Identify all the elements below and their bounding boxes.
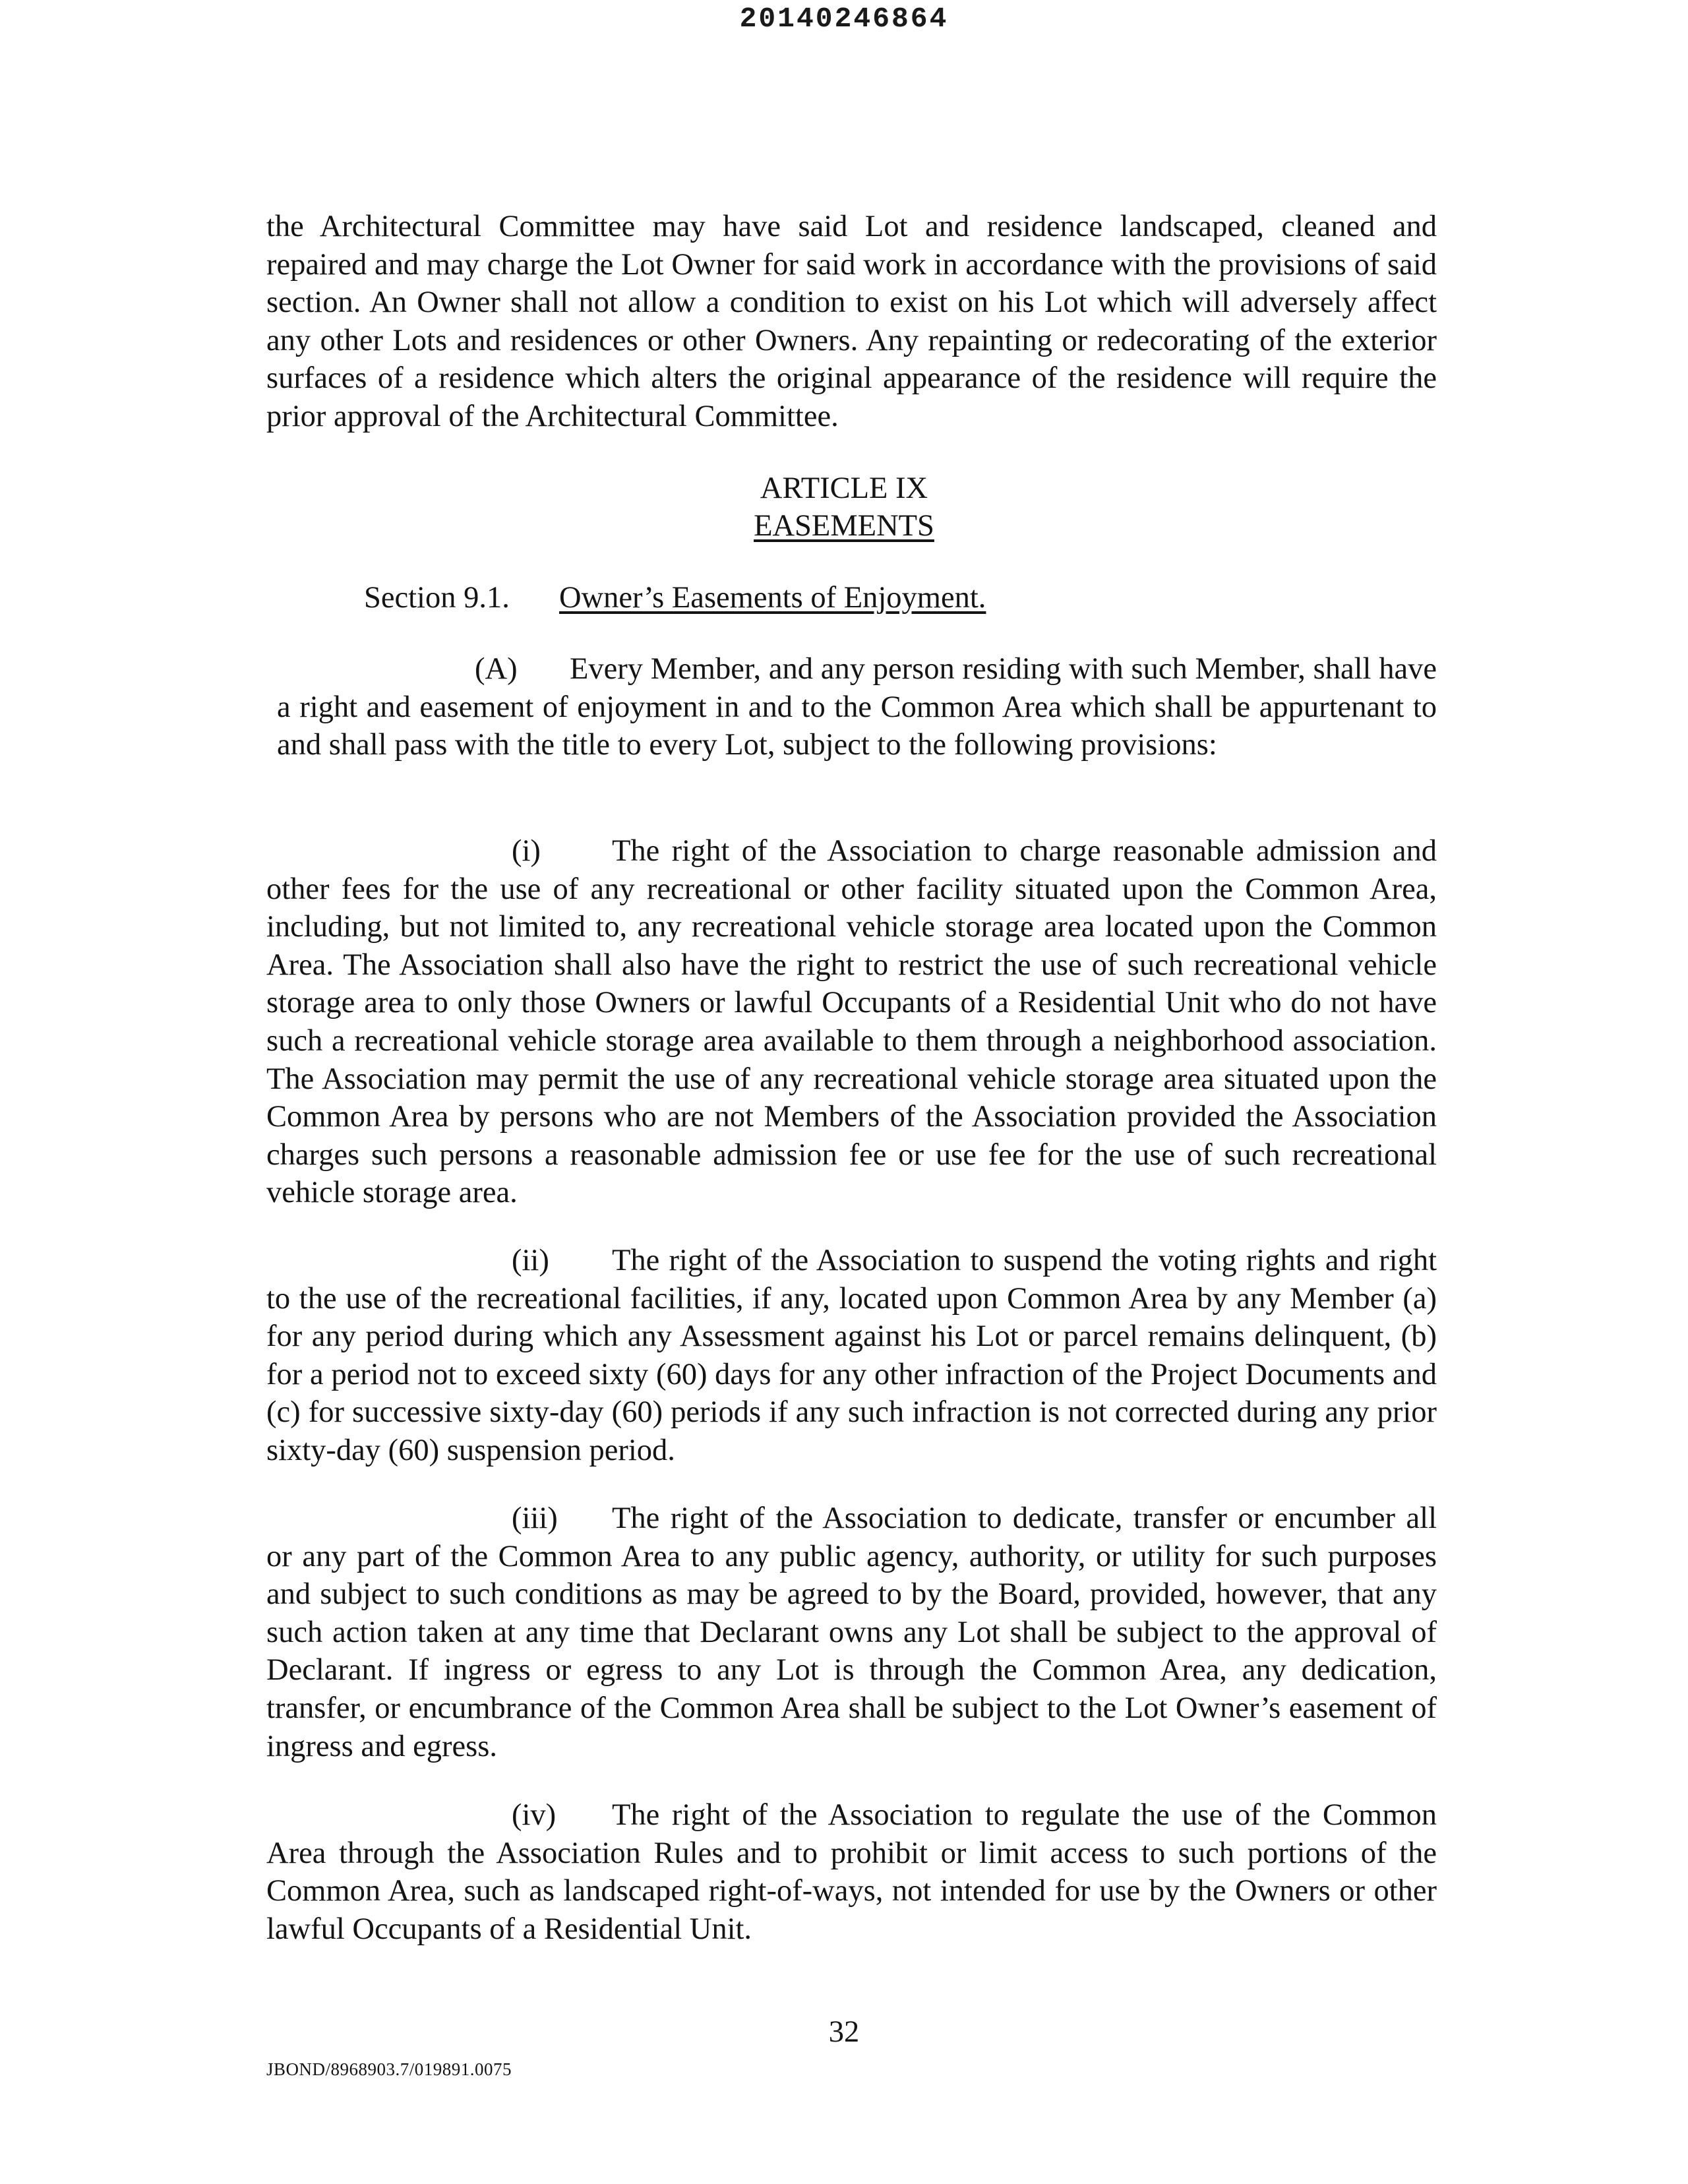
subparagraph-iv (266, 1796, 1437, 1948)
footer-document-id: JBOND/8968903.7/019891.0075 (266, 2059, 512, 2079)
subparagraph-label: (i) (512, 834, 541, 868)
subparagraph-iii (266, 1500, 1437, 1765)
page-number: 32 (828, 2015, 860, 2049)
subparagraph-label: (iii) (512, 1502, 558, 1535)
subparagraph-i (266, 832, 1437, 1212)
paragraph-a (277, 650, 1437, 764)
section-number: Section 9.1. (364, 581, 510, 615)
subparagraph-text: The right of the Association to dedicate, transfer or encumber all or any part of the Common Area to any public agency, authority, or utility for such purposes and subject to such conditions as may be agreed to by the Board, provided, however, that any such action taken at any time that Declarant owns any Lot shall be subject to the approval of Declarant. If ingress or egress to any Lot is through the Common Area, any dedication, transfer, or encumbrance of the Common Area shall be subject to the Lot Owner’s easement of ingress and egress. (266, 1502, 1437, 1763)
subparagraph-label: (iv) (512, 1798, 557, 1832)
paragraph-text: Every Member, and any person residing with such Member, shall have a right and easement of enjoyment in and to the Common Area which shall be appurtenant to and shall pass with the title to every Lot, subject to the following provisions: (277, 652, 1437, 762)
document-number: 20140246864 (739, 3, 949, 35)
article-number: ARTICLE IX (760, 471, 928, 505)
subparagraph-text: The right of the Association to suspend the voting rights and right to the use of the recreational facilities, if any, located upon Common Area by any Member (a) for any period during which any Assessment against his Lot or parcel remains delinquent, (b) for a period not to exceed sixty (60) days for any other infraction of the Project Documents and (c) for successive sixty-day (60) periods if any such infraction is not corrected during any prior sixty-day (60) suspension period. (266, 1244, 1437, 1467)
intro-paragraph: the Architectural Committee may have said Lot and residence landscaped, cleaned and repaired and may charge the Lot Owner for said work in accordance with the provisions of said section. An Owner shall not allow a condition to exist on his Lot which will adversely affect any other Lots and residences or other Owners. Any repainting or redecorating of the exterior surfaces of a residence which alters the original appearance of the residence will require the prior approval of the Architectural Committee. (266, 210, 1437, 433)
section-title: Owner’s Easements of Enjoyment. (559, 581, 986, 615)
subparagraph-label: (ii) (512, 1244, 549, 1277)
subparagraph-text: The right of the Association to regulate the use of the Common Area through the Association Rules and to prohibit or limit access to such portions of the Common Area, such as landscaped right-of-ways, not intended for use by the Owners or other lawful Occupants of a Residential Unit. (266, 1798, 1437, 1946)
subparagraph-text: The right of the Association to charge reasonable admission and other fees for the use of any recreational or other facility situated upon the Common Area, including, but not limited to, any recreational vehicle storage area located upon the Common Area. The Association shall also have the right to restrict the use of such recreational vehicle storage area to only those Owners or lawful Occupants of a Residential Unit who do not have such a recreational vehicle storage area available to them through a neighborhood association. The Association may permit the use of any recreational vehicle storage area situated upon the Common Area by persons who are not Members of the Association provided the Association charges such persons a reasonable admission fee or use fee for the use of such recreational vehicle storage area. (266, 834, 1437, 1210)
paragraph-label: (A) (475, 652, 518, 686)
article-title: EASEMENTS (754, 509, 934, 543)
subparagraph-ii (266, 1242, 1437, 1470)
